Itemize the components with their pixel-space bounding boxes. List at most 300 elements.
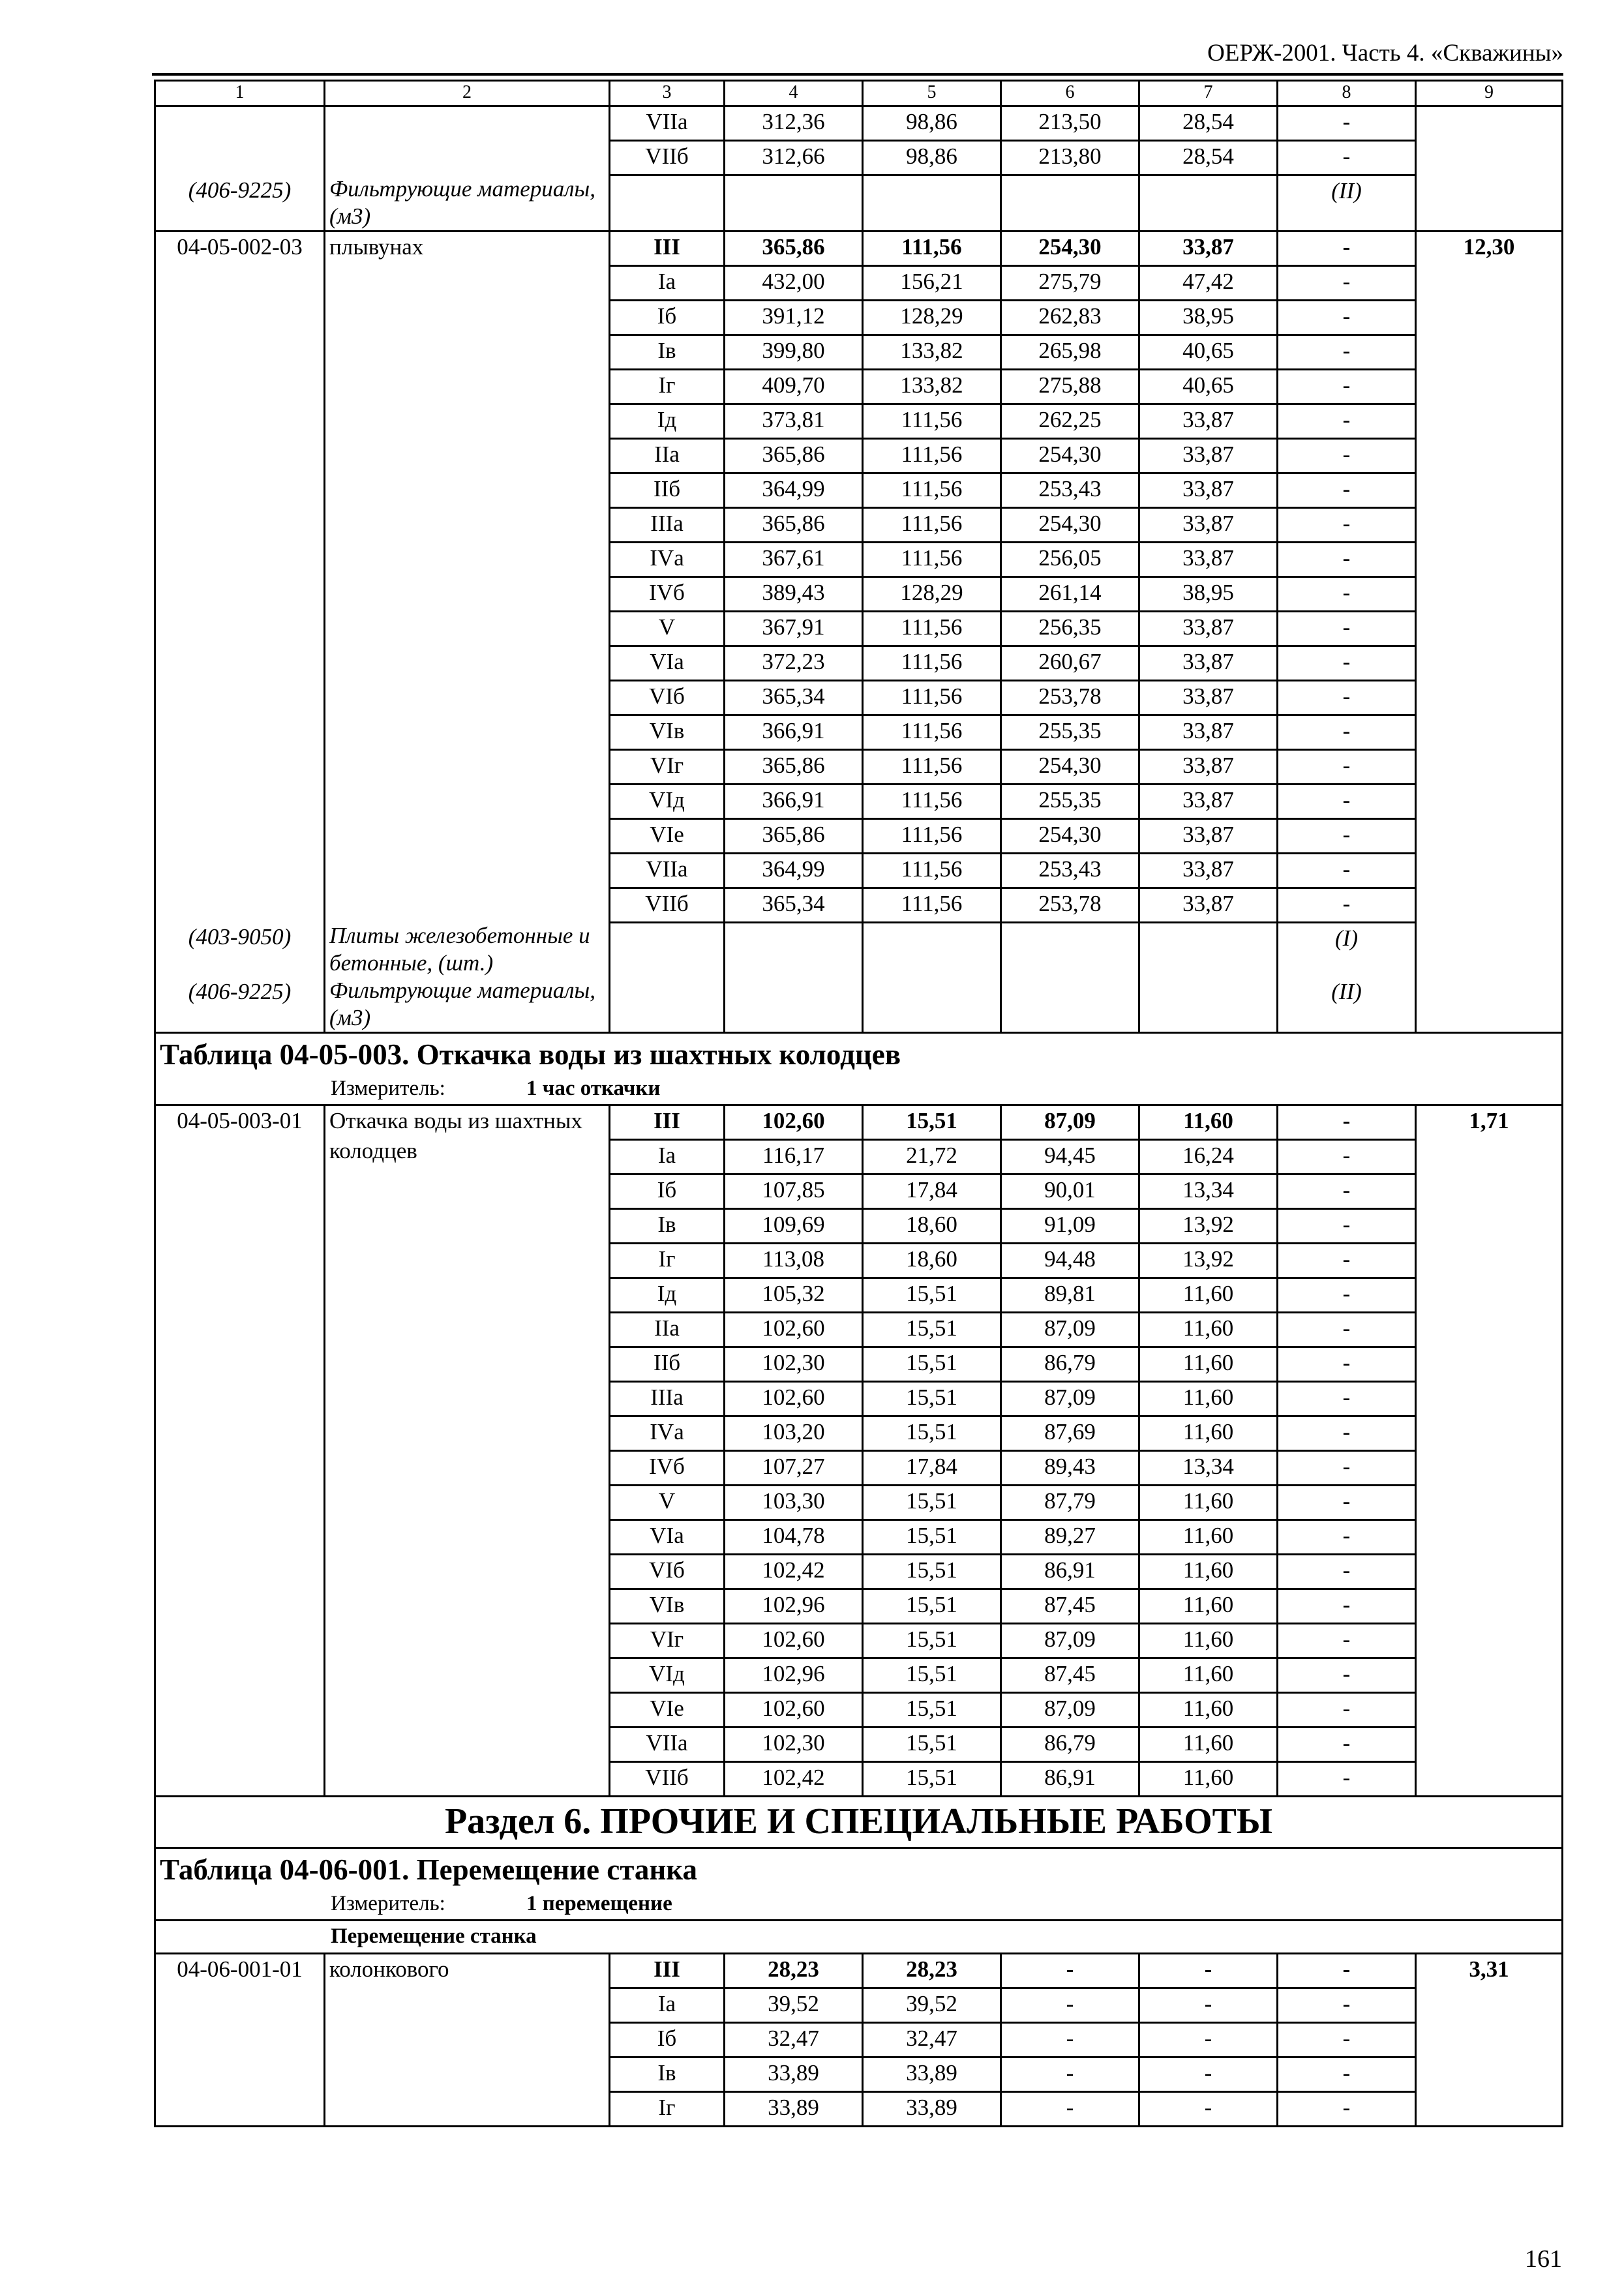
machines-cell: -: [1001, 1954, 1139, 1988]
wages-cell: 111,56: [863, 611, 1001, 646]
materials-cell: -: [1278, 2023, 1416, 2057]
table-cell: [725, 175, 863, 232]
drivers-wages-cell: 11,60: [1139, 1762, 1278, 1797]
total-cost-cell: 102,42: [725, 1555, 863, 1589]
total-cost-cell: 113,08: [725, 1244, 863, 1278]
total-cost-cell: 365,34: [725, 888, 863, 922]
machines-cell: 256,05: [1001, 542, 1139, 576]
region-cell: IVб: [610, 576, 725, 611]
total-cost-cell: 373,81: [725, 404, 863, 438]
total-cost-cell: 365,86: [725, 749, 863, 784]
column-numbers-row: [155, 81, 1563, 106]
material-name: Фильтрующие материалы, (м3): [325, 175, 610, 232]
table-cell: [610, 922, 725, 977]
total-cost-cell: 391,12: [725, 300, 863, 335]
region-cell: Iг: [610, 369, 725, 404]
wages-cell: 111,56: [863, 680, 1001, 715]
region-cell: VIг: [610, 1624, 725, 1658]
table-cell: [863, 977, 1001, 1033]
region-cell: V: [610, 611, 725, 646]
drivers-wages-cell: 33,87: [1139, 680, 1278, 715]
machines-cell: 86,91: [1001, 1555, 1139, 1589]
subheading: Перемещение станка: [331, 1924, 537, 1948]
drivers-wages-cell: 33,87: [1139, 542, 1278, 576]
region-cell: VIIб: [610, 141, 725, 175]
total-cost-cell: 109,69: [725, 1209, 863, 1244]
materials-cell: -: [1278, 507, 1416, 542]
machines-cell: 87,79: [1001, 1486, 1139, 1520]
region-cell: Iа: [610, 1140, 725, 1174]
wages-cell: 133,82: [863, 335, 1001, 369]
region-cell: Iб: [610, 1174, 725, 1209]
norm-code: 04-05-003-01: [155, 1105, 325, 1797]
drivers-wages-cell: 11,60: [1139, 1658, 1278, 1693]
machines-cell: 254,30: [1001, 507, 1139, 542]
drivers-wages-cell: 33,87: [1139, 749, 1278, 784]
machines-cell: 87,09: [1001, 1313, 1139, 1347]
drivers-wages-cell: 33,87: [1139, 473, 1278, 507]
region-cell: Iв: [610, 2057, 725, 2092]
drivers-wages-cell: 33,87: [1139, 646, 1278, 680]
wages-cell: 111,56: [863, 646, 1001, 680]
machines-cell: 255,35: [1001, 784, 1139, 818]
total-cost-cell: 365,34: [725, 680, 863, 715]
wages-cell: 15,51: [863, 1416, 1001, 1451]
total-cost-cell: 103,20: [725, 1416, 863, 1451]
wages-cell: 17,84: [863, 1451, 1001, 1486]
materials-cell: -: [1278, 473, 1416, 507]
region-cell: VIб: [610, 680, 725, 715]
column-number: 7: [1139, 81, 1278, 106]
total-cost-cell: 432,00: [725, 265, 863, 300]
total-cost-cell: 365,86: [725, 438, 863, 473]
header-rule: [152, 73, 1563, 76]
drivers-wages-cell: 33,87: [1139, 438, 1278, 473]
machines-cell: 89,27: [1001, 1520, 1139, 1555]
total-cost-cell: 366,91: [725, 784, 863, 818]
material-quantity: (II): [1278, 175, 1416, 232]
machines-cell: 253,43: [1001, 473, 1139, 507]
machines-cell: 254,30: [1001, 231, 1139, 265]
machines-cell: 213,50: [1001, 106, 1139, 141]
wages-cell: 15,51: [863, 1520, 1001, 1555]
drivers-wages-cell: 11,60: [1139, 1624, 1278, 1658]
region-cell: Iд: [610, 404, 725, 438]
wages-cell: 111,56: [863, 818, 1001, 853]
region-cell: IVб: [610, 1451, 725, 1486]
labor-cell: [1416, 106, 1563, 232]
region-cell: Iг: [610, 1244, 725, 1278]
wages-cell: 15,51: [863, 1728, 1001, 1762]
drivers-wages-cell: 33,87: [1139, 888, 1278, 922]
machines-cell: 213,80: [1001, 141, 1139, 175]
drivers-wages-cell: 11,60: [1139, 1382, 1278, 1416]
total-cost-cell: 366,91: [725, 715, 863, 749]
materials-cell: -: [1278, 1347, 1416, 1382]
unit-cell: [155, 1891, 1563, 1921]
region-cell: Iб: [610, 2023, 725, 2057]
wages-cell: 111,56: [863, 784, 1001, 818]
region-cell: VIд: [610, 1658, 725, 1693]
region-cell: Iа: [610, 1988, 725, 2023]
total-cost-cell: 364,99: [725, 473, 863, 507]
table-cell: [863, 175, 1001, 232]
materials-cell: -: [1278, 1209, 1416, 1244]
column-number: 6: [1001, 81, 1139, 106]
total-cost-cell: 102,60: [725, 1693, 863, 1728]
machines-cell: 255,35: [1001, 715, 1139, 749]
wages-cell: 111,56: [863, 888, 1001, 922]
table-cell: [725, 977, 863, 1033]
wages-cell: 32,47: [863, 2023, 1001, 2057]
total-cost-cell: 102,96: [725, 1658, 863, 1693]
wages-cell: 17,84: [863, 1174, 1001, 1209]
name-cell: [325, 106, 610, 175]
drivers-wages-cell: 11,60: [1139, 1728, 1278, 1762]
wages-cell: 98,86: [863, 106, 1001, 141]
drivers-wages-cell: 38,95: [1139, 576, 1278, 611]
material-row: [155, 175, 1563, 232]
region-cell: IIа: [610, 1313, 725, 1347]
machines-cell: 87,45: [1001, 1589, 1139, 1624]
wages-cell: 156,21: [863, 265, 1001, 300]
materials-cell: -: [1278, 1486, 1416, 1520]
material-code: (406-9225): [155, 977, 325, 1033]
machines-cell: 87,09: [1001, 1624, 1139, 1658]
total-cost-cell: 365,86: [725, 231, 863, 265]
region-cell: IIб: [610, 473, 725, 507]
region-cell: VIа: [610, 646, 725, 680]
region-cell: Iв: [610, 1209, 725, 1244]
table-cell: [1139, 175, 1278, 232]
wages-cell: 128,29: [863, 300, 1001, 335]
region-cell: VIе: [610, 818, 725, 853]
materials-cell: -: [1278, 680, 1416, 715]
materials-cell: -: [1278, 141, 1416, 175]
wages-cell: 15,51: [863, 1693, 1001, 1728]
total-cost-cell: 372,23: [725, 646, 863, 680]
materials-cell: -: [1278, 611, 1416, 646]
materials-cell: -: [1278, 1174, 1416, 1209]
materials-cell: -: [1278, 1954, 1416, 1988]
total-cost-cell: 102,60: [725, 1105, 863, 1140]
subheading-cell: [155, 1921, 1563, 1954]
total-cost-cell: 102,42: [725, 1762, 863, 1797]
drivers-wages-cell: 16,24: [1139, 1140, 1278, 1174]
materials-cell: -: [1278, 404, 1416, 438]
section-title-row: [155, 1797, 1563, 1848]
material-quantity: (II): [1278, 977, 1416, 1033]
region-cell: IVа: [610, 1416, 725, 1451]
table-cell: [1139, 922, 1278, 977]
total-cost-cell: 364,99: [725, 853, 863, 888]
column-number: 1: [155, 81, 325, 106]
wages-cell: 15,51: [863, 1105, 1001, 1140]
labor-cost-cell: 12,30: [1416, 231, 1563, 1033]
total-cost-cell: 105,32: [725, 1278, 863, 1313]
material-row: [155, 977, 1563, 1033]
region-cell: Iа: [610, 265, 725, 300]
materials-cell: -: [1278, 1313, 1416, 1347]
drivers-wages-cell: 47,42: [1139, 265, 1278, 300]
wages-cell: 15,51: [863, 1762, 1001, 1797]
machines-cell: -: [1001, 2057, 1139, 2092]
table-cell: [863, 922, 1001, 977]
total-cost-cell: 312,66: [725, 141, 863, 175]
materials-cell: -: [1278, 1589, 1416, 1624]
norm-name: Откачка воды из шахтных колодцев: [325, 1105, 610, 1797]
drivers-wages-cell: -: [1139, 1954, 1278, 1988]
machines-cell: 94,45: [1001, 1140, 1139, 1174]
total-cost-cell: 102,30: [725, 1728, 863, 1762]
drivers-wages-cell: 33,87: [1139, 231, 1278, 265]
materials-cell: -: [1278, 106, 1416, 141]
drivers-wages-cell: 13,34: [1139, 1174, 1278, 1209]
drivers-wages-cell: 11,60: [1139, 1105, 1278, 1140]
table-cell: [610, 175, 725, 232]
drivers-wages-cell: 33,87: [1139, 818, 1278, 853]
drivers-wages-cell: 33,87: [1139, 715, 1278, 749]
materials-cell: -: [1278, 542, 1416, 576]
wages-cell: 111,56: [863, 231, 1001, 265]
materials-cell: -: [1278, 1520, 1416, 1555]
wages-cell: 21,72: [863, 1140, 1001, 1174]
wages-cell: 28,23: [863, 1954, 1001, 1988]
wages-cell: 15,51: [863, 1347, 1001, 1382]
wages-cell: 39,52: [863, 1988, 1001, 2023]
machines-cell: 87,09: [1001, 1693, 1139, 1728]
materials-cell: -: [1278, 646, 1416, 680]
machines-cell: 253,78: [1001, 888, 1139, 922]
machines-cell: 262,25: [1001, 404, 1139, 438]
materials-cell: -: [1278, 888, 1416, 922]
wages-cell: 111,56: [863, 507, 1001, 542]
drivers-wages-cell: 11,60: [1139, 1589, 1278, 1624]
labor-cost-cell: 1,71: [1416, 1105, 1563, 1797]
total-cost-cell: 33,89: [725, 2092, 863, 2127]
materials-cell: -: [1278, 1624, 1416, 1658]
unit-row: [155, 1891, 1563, 1921]
wages-cell: 111,56: [863, 542, 1001, 576]
materials-cell: -: [1278, 335, 1416, 369]
machines-cell: -: [1001, 1988, 1139, 2023]
table-title-row: [155, 1033, 1563, 1076]
region-cell: VIIб: [610, 1762, 725, 1797]
norm-name: плывунах: [325, 231, 610, 922]
total-cost-cell: 32,47: [725, 2023, 863, 2057]
total-cost-cell: 389,43: [725, 576, 863, 611]
drivers-wages-cell: 13,92: [1139, 1209, 1278, 1244]
machines-cell: 91,09: [1001, 1209, 1139, 1244]
total-cost-cell: 39,52: [725, 1988, 863, 2023]
price-table: [154, 80, 1563, 2127]
drivers-wages-cell: 13,92: [1139, 1244, 1278, 1278]
material-row: [155, 922, 1563, 977]
region-cell: Iг: [610, 2092, 725, 2127]
materials-cell: -: [1278, 1244, 1416, 1278]
table-cell: [1139, 977, 1278, 1033]
drivers-wages-cell: 11,60: [1139, 1313, 1278, 1347]
table-title: Таблица 04-05-003. Откачка воды из шахтных колодцев: [155, 1033, 1563, 1076]
total-cost-cell: 104,78: [725, 1520, 863, 1555]
drivers-wages-cell: 33,87: [1139, 853, 1278, 888]
wages-cell: 15,51: [863, 1382, 1001, 1416]
total-cost-cell: 312,36: [725, 106, 863, 141]
drivers-wages-cell: -: [1139, 2057, 1278, 2092]
region-cell: Iв: [610, 335, 725, 369]
wages-cell: 15,51: [863, 1278, 1001, 1313]
materials-cell: -: [1278, 2092, 1416, 2127]
materials-cell: -: [1278, 715, 1416, 749]
machines-cell: 89,43: [1001, 1451, 1139, 1486]
wages-cell: 111,56: [863, 438, 1001, 473]
drivers-wages-cell: -: [1139, 1988, 1278, 2023]
table-cell: [610, 977, 725, 1033]
drivers-wages-cell: 11,60: [1139, 1416, 1278, 1451]
table-row: [155, 231, 1563, 265]
wages-cell: 18,60: [863, 1209, 1001, 1244]
drivers-wages-cell: 33,87: [1139, 507, 1278, 542]
machines-cell: 86,79: [1001, 1347, 1139, 1382]
machines-cell: 87,09: [1001, 1382, 1139, 1416]
drivers-wages-cell: 11,60: [1139, 1278, 1278, 1313]
region-cell: VIе: [610, 1693, 725, 1728]
total-cost-cell: 367,61: [725, 542, 863, 576]
materials-cell: -: [1278, 1382, 1416, 1416]
table-cell: [725, 922, 863, 977]
machines-cell: 254,30: [1001, 749, 1139, 784]
total-cost-cell: 102,60: [725, 1313, 863, 1347]
machines-cell: 256,35: [1001, 611, 1139, 646]
labor-cost-cell: 3,31: [1416, 1954, 1563, 2127]
total-cost-cell: 365,86: [725, 507, 863, 542]
drivers-wages-cell: -: [1139, 2023, 1278, 2057]
materials-cell: -: [1278, 1140, 1416, 1174]
machines-cell: 87,69: [1001, 1416, 1139, 1451]
drivers-wages-cell: 33,87: [1139, 784, 1278, 818]
drivers-wages-cell: 38,95: [1139, 300, 1278, 335]
drivers-wages-cell: 40,65: [1139, 369, 1278, 404]
total-cost-cell: 365,86: [725, 818, 863, 853]
region-cell: VIб: [610, 1555, 725, 1589]
drivers-wages-cell: 40,65: [1139, 335, 1278, 369]
total-cost-cell: 102,30: [725, 1347, 863, 1382]
drivers-wages-cell: 11,60: [1139, 1693, 1278, 1728]
materials-cell: -: [1278, 576, 1416, 611]
total-cost-cell: 102,60: [725, 1624, 863, 1658]
materials-cell: -: [1278, 1728, 1416, 1762]
region-cell: VIIа: [610, 106, 725, 141]
total-cost-cell: 28,23: [725, 1954, 863, 1988]
total-cost-cell: 367,91: [725, 611, 863, 646]
machines-cell: -: [1001, 2092, 1139, 2127]
machines-cell: 262,83: [1001, 300, 1139, 335]
region-cell: VIа: [610, 1520, 725, 1555]
unit-value: 1 перемещение: [526, 1892, 672, 1915]
wages-cell: 111,56: [863, 749, 1001, 784]
region-cell: III: [610, 231, 725, 265]
wages-cell: 15,51: [863, 1555, 1001, 1589]
unit-label: Измеритель:: [331, 1892, 445, 1915]
wages-cell: 33,89: [863, 2092, 1001, 2127]
total-cost-cell: 399,80: [725, 335, 863, 369]
total-cost-cell: 107,85: [725, 1174, 863, 1209]
unit-cell: [155, 1075, 1563, 1105]
machines-cell: 86,79: [1001, 1728, 1139, 1762]
wages-cell: 15,51: [863, 1658, 1001, 1693]
materials-cell: -: [1278, 1416, 1416, 1451]
material-code: (406-9225): [155, 175, 325, 232]
drivers-wages-cell: 13,34: [1139, 1451, 1278, 1486]
total-cost-cell: 33,89: [725, 2057, 863, 2092]
materials-cell: -: [1278, 1555, 1416, 1589]
subheading-row: [155, 1921, 1563, 1954]
machines-cell: 94,48: [1001, 1244, 1139, 1278]
materials-cell: -: [1278, 1451, 1416, 1486]
drivers-wages-cell: 28,54: [1139, 106, 1278, 141]
region-cell: VIIа: [610, 1728, 725, 1762]
table-row: [155, 106, 1563, 141]
drivers-wages-cell: 11,60: [1139, 1520, 1278, 1555]
wages-cell: 15,51: [863, 1589, 1001, 1624]
wages-cell: 98,86: [863, 141, 1001, 175]
column-number: 2: [325, 81, 610, 106]
wages-cell: 111,56: [863, 715, 1001, 749]
materials-cell: -: [1278, 300, 1416, 335]
unit-row: [155, 1075, 1563, 1105]
norm-code: 04-05-002-03: [155, 231, 325, 922]
machines-cell: 261,14: [1001, 576, 1139, 611]
materials-cell: -: [1278, 853, 1416, 888]
total-cost-cell: 102,96: [725, 1589, 863, 1624]
materials-cell: -: [1278, 265, 1416, 300]
machines-cell: 260,67: [1001, 646, 1139, 680]
drivers-wages-cell: 33,87: [1139, 404, 1278, 438]
drivers-wages-cell: 28,54: [1139, 141, 1278, 175]
machines-cell: 90,01: [1001, 1174, 1139, 1209]
material-quantity: (I): [1278, 922, 1416, 977]
region-cell: IIб: [610, 1347, 725, 1382]
page-number: 161: [1525, 2245, 1562, 2273]
wages-cell: 18,60: [863, 1244, 1001, 1278]
column-number: 4: [725, 81, 863, 106]
region-cell: III: [610, 1954, 725, 1988]
drivers-wages-cell: 33,87: [1139, 611, 1278, 646]
machines-cell: 253,78: [1001, 680, 1139, 715]
region-cell: VIIб: [610, 888, 725, 922]
table-cell: [1001, 977, 1139, 1033]
material-name: Фильтрующие материалы, (м3): [325, 977, 610, 1033]
table-title: Таблица 04-06-001. Перемещение станка: [155, 1848, 1563, 1891]
machines-cell: 254,30: [1001, 818, 1139, 853]
column-number: 5: [863, 81, 1001, 106]
materials-cell: -: [1278, 1658, 1416, 1693]
materials-cell: -: [1278, 1278, 1416, 1313]
region-cell: VIг: [610, 749, 725, 784]
region-cell: IVа: [610, 542, 725, 576]
machines-cell: 89,81: [1001, 1278, 1139, 1313]
materials-cell: -: [1278, 818, 1416, 853]
page-header: ОЕРЖ-2001. Часть 4. «Скважины»: [1207, 40, 1563, 67]
wages-cell: 111,56: [863, 473, 1001, 507]
material-name: Плиты железобетонные и бетонные, (шт.): [325, 922, 610, 977]
table-title-row: [155, 1848, 1563, 1891]
region-cell: V: [610, 1486, 725, 1520]
machines-cell: 265,98: [1001, 335, 1139, 369]
code-cell: [155, 106, 325, 175]
column-number: 8: [1278, 81, 1416, 106]
unit-label: Измеритель:: [331, 1077, 445, 1100]
